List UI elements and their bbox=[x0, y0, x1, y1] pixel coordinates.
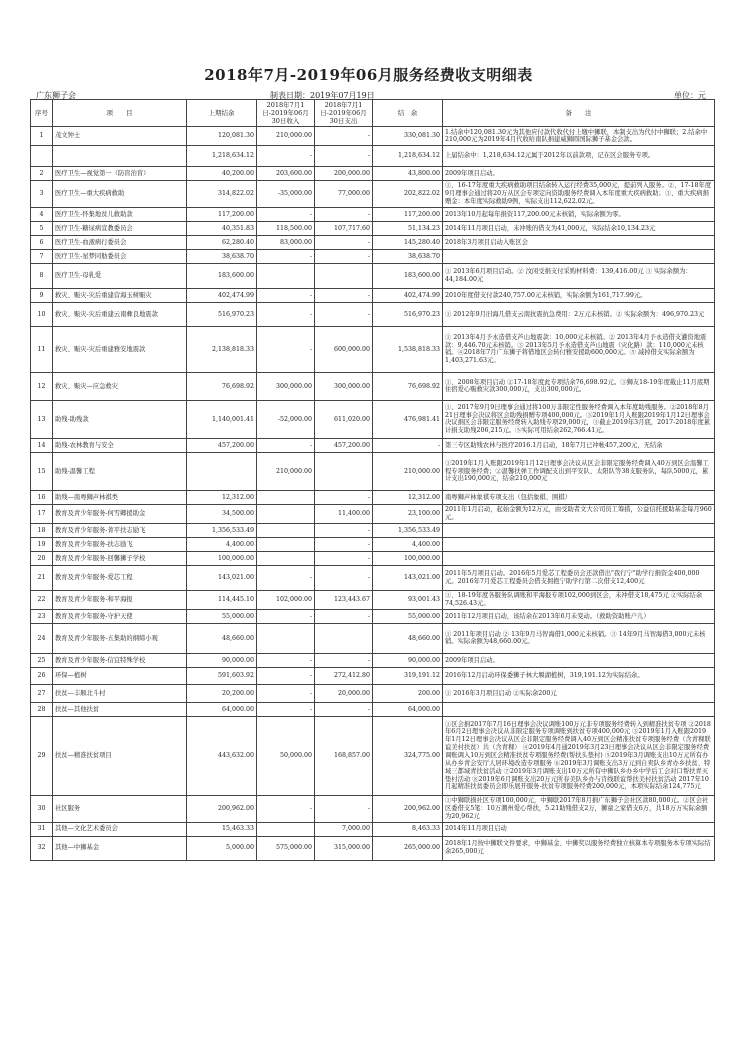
row-income: - bbox=[257, 438, 315, 452]
row-expense: 168,857.00 bbox=[315, 716, 373, 795]
row-note: 2009年项目启动。 bbox=[443, 167, 715, 181]
row-balance: 319,191.12 bbox=[373, 667, 443, 684]
row-number: 24 bbox=[31, 623, 53, 653]
table-header-row bbox=[31, 100, 715, 127]
row-item: 教育及青少年服务-何雪卿援助金 bbox=[53, 504, 187, 523]
row-note bbox=[443, 523, 715, 537]
row-income: - bbox=[257, 702, 315, 716]
row-income: - bbox=[257, 249, 315, 263]
row-balance: 265,000.00 bbox=[373, 836, 443, 860]
row-balance: 143,021.00 bbox=[373, 565, 443, 590]
row-expense: 107,717.60 bbox=[315, 221, 373, 235]
row-expense bbox=[315, 452, 373, 490]
table-row bbox=[31, 249, 715, 263]
row-income: 575,000.00 bbox=[257, 836, 315, 860]
row-number: 31 bbox=[31, 822, 53, 836]
row-item: 教育及青少年服务-爱芯工程 bbox=[53, 565, 187, 590]
row-expense: 200,000.00 bbox=[315, 167, 373, 181]
row-prev-balance: 34,500.00 bbox=[187, 504, 257, 523]
row-item: 救灾、赈灾-灾后重建雅安地震款 bbox=[53, 326, 187, 372]
document-title: 2018年7月-2019年06月服务经费收支明细表 bbox=[204, 66, 533, 84]
row-number: 27 bbox=[31, 684, 53, 702]
row-item: 其他—文化艺术委员会 bbox=[53, 822, 187, 836]
currency-unit: 单位：元 bbox=[674, 91, 706, 100]
row-number: 26 bbox=[31, 667, 53, 684]
row-note bbox=[443, 702, 715, 716]
row-number: 3 bbox=[31, 181, 53, 208]
row-number: 15 bbox=[31, 452, 53, 490]
row-income: - bbox=[257, 146, 315, 167]
row-balance: 51,134.23 bbox=[373, 221, 443, 235]
row-item: 医疗卫生-母乳爱 bbox=[53, 263, 187, 288]
row-item: 扶贫—丰顺北斗村 bbox=[53, 684, 187, 702]
row-expense: - bbox=[315, 551, 373, 565]
row-balance: 324,775.00 bbox=[373, 716, 443, 795]
table-row bbox=[31, 702, 715, 716]
row-number: 16 bbox=[31, 490, 53, 504]
row-note: ①、16-17年度重大疾病救助项目结余转入运行经费35,000元，提前列入服务。②、17-18年度9月理事会通过将20万从区会专项定向资助服务经费调入本年度重大疾病救助；③、重大疾病捐赠金：本年度实际救助9例，实际支出112,622.02元。 bbox=[443, 181, 715, 208]
row-prev-balance bbox=[187, 452, 257, 490]
row-balance: 183,600.00 bbox=[373, 263, 443, 288]
row-item: 救灾、赈灾—应急救灾 bbox=[53, 372, 187, 400]
header-note: 备 注 bbox=[443, 100, 715, 127]
table-row bbox=[31, 288, 715, 302]
row-balance: 1,538,818.33 bbox=[373, 326, 443, 372]
row-number: 25 bbox=[31, 653, 53, 667]
row-expense: 20,000.00 bbox=[315, 684, 373, 702]
table-row bbox=[31, 452, 715, 490]
row-income: - bbox=[257, 302, 315, 326]
row-balance: 76,698.92 bbox=[373, 372, 443, 400]
row-income: 118,500.00 bbox=[257, 221, 315, 235]
row-income: 300,000.00 bbox=[257, 372, 315, 400]
table-row bbox=[31, 167, 715, 181]
row-expense: - bbox=[315, 207, 373, 221]
row-prev-balance: 1,356,533.49 bbox=[187, 523, 257, 537]
row-prev-balance: 76,698.92 bbox=[187, 372, 257, 400]
row-balance: 516,970.23 bbox=[373, 302, 443, 326]
row-note bbox=[443, 551, 715, 565]
row-expense: - bbox=[315, 537, 373, 551]
row-balance: 202,822.02 bbox=[373, 181, 443, 208]
row-note: 2018年3月项目启动入账区会 bbox=[443, 235, 715, 249]
row-expense: - bbox=[315, 302, 373, 326]
header-no: 序号 bbox=[31, 100, 53, 127]
row-expense: 600,000.00 bbox=[315, 326, 373, 372]
row-income: - bbox=[257, 795, 315, 822]
row-note: 南粤狮声林象祺专项支出（包括象棋、围棋） bbox=[443, 490, 715, 504]
row-prev-balance: 12,312.00 bbox=[187, 490, 257, 504]
row-number: 14 bbox=[31, 438, 53, 452]
row-item: 助残—南粤狮声林祺类 bbox=[53, 490, 187, 504]
row-number: 6 bbox=[31, 235, 53, 249]
row-balance: 145,280.40 bbox=[373, 235, 443, 249]
row-note: ① 2016年3月项目启动 ②实际余200元 bbox=[443, 684, 715, 702]
row-prev-balance: 64,000.00 bbox=[187, 702, 257, 716]
row-number: 9 bbox=[31, 288, 53, 302]
row-item bbox=[53, 146, 187, 167]
row-prev-balance: 40,351.83 bbox=[187, 221, 257, 235]
row-expense: - bbox=[315, 702, 373, 716]
table-row bbox=[31, 590, 715, 609]
row-item: 医疗卫生—重大疾病救助 bbox=[53, 181, 187, 208]
row-number: 22 bbox=[31, 590, 53, 609]
table-row bbox=[31, 438, 715, 452]
row-item: 茂文钟士 bbox=[53, 127, 187, 146]
table-row bbox=[31, 490, 715, 504]
table-row bbox=[31, 263, 715, 288]
row-expense: - bbox=[315, 523, 373, 537]
table-row bbox=[31, 795, 715, 822]
row-item: 医疗卫生-血液病行委员会 bbox=[53, 235, 187, 249]
expense-table bbox=[30, 99, 715, 861]
row-item: 环保—植树 bbox=[53, 667, 187, 684]
row-number: 2 bbox=[31, 167, 53, 181]
row-item: 教育及青少年服务-菁平扶志励飞 bbox=[53, 523, 187, 537]
row-income: 210,000.00 bbox=[257, 452, 315, 490]
row-prev-balance: 5,000.00 bbox=[187, 836, 257, 860]
table-row bbox=[31, 565, 715, 590]
row-number bbox=[31, 146, 53, 167]
row-note: 1.结余中120,081.30元为其他应付款代收代付上缴中狮联，本制支出为代付中狮联；2.结余中210,000元为2019年4月代收哈南队捐建威狮圆国际狮子基金会款。 bbox=[443, 127, 715, 146]
table-row bbox=[31, 836, 715, 860]
row-income: -35,000.00 bbox=[257, 181, 315, 208]
row-expense: - bbox=[315, 127, 373, 146]
row-prev-balance: 516,970.23 bbox=[187, 302, 257, 326]
row-note: 上届结余中：1,218,634.12元属于2012年以前款项，记在区会服务专项。 bbox=[443, 146, 715, 167]
row-expense: 272,412.80 bbox=[315, 667, 373, 684]
row-note: 2010年度借支付款240,757.00元未核销，实际余额为161,717.99元。 bbox=[443, 288, 715, 302]
row-number: 7 bbox=[31, 249, 53, 263]
row-number: 8 bbox=[31, 263, 53, 288]
row-note: 2011年1月启动，起始金额为12万元，由受助者文大公司员工筹措，公益信托援助基金每月960元。 bbox=[443, 504, 715, 523]
row-prev-balance: 2,138,818.33 bbox=[187, 326, 257, 372]
row-income: - bbox=[257, 667, 315, 684]
row-item: 教育及青少年服务-回馨狮子学校 bbox=[53, 551, 187, 565]
row-prev-balance: 591,603.92 bbox=[187, 667, 257, 684]
table-row bbox=[31, 667, 715, 684]
row-item: 救灾、赈灾-灾后重建营海玉树赈灾 bbox=[53, 288, 187, 302]
row-prev-balance: 62,280.40 bbox=[187, 235, 257, 249]
row-income bbox=[257, 490, 315, 504]
row-item: 医疗卫生-星梦同舫委员会 bbox=[53, 249, 187, 263]
row-number: 20 bbox=[31, 551, 53, 565]
row-item: 教育及青少年服务-扶志励飞 bbox=[53, 537, 187, 551]
row-note: ① 2013年4月予永造借支芦山地震款：10,000元未核销。② 2013年4月予永造借支灌资地震款：9,446.70元未核销。③ 2013年5月予永造借支芦山地震（灾化路）款：110,000元未核销。④2018年7月广东狮子将借地区会转付雅安援助600,000元。⑤ 减掉借支实际余额为1,403,271.63元。 bbox=[443, 326, 715, 372]
row-prev-balance: 55,000.00 bbox=[187, 609, 257, 623]
row-expense: - bbox=[315, 146, 373, 167]
row-number: 23 bbox=[31, 609, 53, 623]
row-number: 21 bbox=[31, 565, 53, 590]
row-note: 2014年11月项目启动，未冲账的借支为41,000元，实际结余10,134.23元 bbox=[443, 221, 715, 235]
row-balance: 330,081.30 bbox=[373, 127, 443, 146]
row-prev-balance: 20,200.00 bbox=[187, 684, 257, 702]
row-number: 29 bbox=[31, 716, 53, 795]
table-row bbox=[31, 551, 715, 565]
row-prev-balance: 114,445.10 bbox=[187, 590, 257, 609]
header-balance: 结 余 bbox=[373, 100, 443, 127]
row-note bbox=[443, 537, 715, 551]
row-expense: 11,400.00 bbox=[315, 504, 373, 523]
table-row bbox=[31, 302, 715, 326]
header-expense: 2018年7月1日-2019年06月30日支出 bbox=[315, 100, 373, 127]
row-note: ① 2012年9月旧海几借支云南抗震抗急费用：2万元未核销。② 实际余额为：496,970.23元 bbox=[443, 302, 715, 326]
row-note: ①中狮联损社区专项100,000元，中狮联2017年8月捐广东狮子会社区款80,000元。②区会社区委借支5笔：10万潮州爱心帮扶，5.21助残借支2万，狮童之家借支6万，共18万万实际余额为20,962元 bbox=[443, 795, 715, 822]
row-number: 30 bbox=[31, 795, 53, 822]
row-balance: 476,981.41 bbox=[373, 400, 443, 438]
row-balance: 210,000.00 bbox=[373, 452, 443, 490]
row-prev-balance: 120,081.30 bbox=[187, 127, 257, 146]
row-note: ①、2017年9月9日理事会通过将100万非限定性服务经费调入本年度助残服务。②2018年8月21日理事会决议将区会助残捐赠专项400,000元。③2019年1月入账跟2019年1月12日理事会决议捐区会非限定服务经费转入助残专项29,000元，③截止2019年3月底，2017-2018年度累计捐支助残206,215元。⑤实际可用结余262,766.41元。 bbox=[443, 400, 715, 438]
row-income bbox=[257, 551, 315, 565]
row-number: 12 bbox=[31, 372, 53, 400]
row-number: 28 bbox=[31, 702, 53, 716]
table-row bbox=[31, 235, 715, 249]
row-income bbox=[257, 504, 315, 523]
row-prev-balance: 143,021.00 bbox=[187, 565, 257, 590]
row-balance: 4,400.00 bbox=[373, 537, 443, 551]
row-note: 2013年10月起每年捐资117,200.00元未核销，实际余额为零。 bbox=[443, 207, 715, 221]
row-expense: - bbox=[315, 795, 373, 822]
table-row bbox=[31, 372, 715, 400]
row-prev-balance: 200,962.00 bbox=[187, 795, 257, 822]
row-note: ①、2008年项目启动 ②17-18年度此专项结余76,698.92元。③狮友18-19年度截止11月底期住宿爱心赈救灾款300,000元，支出300,000元。 bbox=[443, 372, 715, 400]
row-item: 教育及青少年服务-五集助的纲缔小观 bbox=[53, 623, 187, 653]
row-prev-balance: 457,200.00 bbox=[187, 438, 257, 452]
row-income: - bbox=[257, 609, 315, 623]
row-income bbox=[257, 263, 315, 288]
row-prev-balance: 100,000.00 bbox=[187, 551, 257, 565]
row-expense: 77,000.00 bbox=[315, 181, 373, 208]
row-item: 扶贫—精准扶贫项目 bbox=[53, 716, 187, 795]
row-note: 2011年12月项目启动，该结余在2013年6月未变动。（救助资助账户儿） bbox=[443, 609, 715, 623]
row-balance: 117,200.00 bbox=[373, 207, 443, 221]
row-expense: - bbox=[315, 653, 373, 667]
table-body bbox=[31, 127, 715, 860]
row-note: 2009年项目启动。 bbox=[443, 653, 715, 667]
row-balance: 48,660.00 bbox=[373, 623, 443, 653]
row-income bbox=[257, 822, 315, 836]
row-balance: 38,638.70 bbox=[373, 249, 443, 263]
row-item: 医疗卫生-糖尿病宣教委员会 bbox=[53, 221, 187, 235]
row-prev-balance: 15,463.33 bbox=[187, 822, 257, 836]
row-number: 13 bbox=[31, 400, 53, 438]
row-number: 4 bbox=[31, 207, 53, 221]
row-item: 助残-温馨工程 bbox=[53, 452, 187, 490]
row-item: 社区服务 bbox=[53, 795, 187, 822]
table-row bbox=[31, 207, 715, 221]
row-prev-balance: 90,000.00 bbox=[187, 653, 257, 667]
row-number: 10 bbox=[31, 302, 53, 326]
row-expense: 457,200.00 bbox=[315, 438, 373, 452]
row-item: 医疗卫生—视觉第一（防盲治盲） bbox=[53, 167, 187, 181]
row-prev-balance: 4,400.00 bbox=[187, 537, 257, 551]
row-note: 第三专区助残农林与医疗2016.1月启动，18年7月已冲帐457,200元，无结余 bbox=[443, 438, 715, 452]
table-row bbox=[31, 623, 715, 653]
row-balance: 8,463.33 bbox=[373, 822, 443, 836]
row-expense bbox=[315, 623, 373, 653]
row-income: 102,000.00 bbox=[257, 590, 315, 609]
row-item: 助残-助残款 bbox=[53, 400, 187, 438]
row-income: -52,000.00 bbox=[257, 400, 315, 438]
row-note: 2014年11月项目启动 bbox=[443, 822, 715, 836]
row-number: 5 bbox=[31, 221, 53, 235]
table-row bbox=[31, 609, 715, 623]
row-balance: 12,312.00 bbox=[373, 490, 443, 504]
table-row bbox=[31, 504, 715, 523]
header-prev-balance: 上期结余 bbox=[187, 100, 257, 127]
row-number: 17 bbox=[31, 504, 53, 523]
row-note: 2016年12月启动环保委狮子林大堰湖植树，319,191.12为实际结余。 bbox=[443, 667, 715, 684]
row-balance: 23,100.00 bbox=[373, 504, 443, 523]
row-expense: - bbox=[315, 490, 373, 504]
row-balance: 1,218,634.12 bbox=[373, 146, 443, 167]
row-expense: - bbox=[315, 565, 373, 590]
row-income: 210,000.00 bbox=[257, 127, 315, 146]
organization-name: 广东狮子会 bbox=[36, 91, 76, 100]
header-item: 项 目 bbox=[53, 100, 187, 127]
table-row bbox=[31, 537, 715, 551]
row-expense: - bbox=[315, 235, 373, 249]
row-prev-balance: 48,660.00 bbox=[187, 623, 257, 653]
row-item: 教育及青少年服务-和平海报 bbox=[53, 590, 187, 609]
row-prev-balance: 183,600.00 bbox=[187, 263, 257, 288]
row-number: 19 bbox=[31, 537, 53, 551]
row-income bbox=[257, 623, 315, 653]
row-balance: 200.00 bbox=[373, 684, 443, 702]
row-income: - bbox=[257, 207, 315, 221]
row-prev-balance: 1,218,634.12 bbox=[187, 146, 257, 167]
row-note: 2011年5月项目启动。2016年5月爱芯工程委员会还款借出"我行宁"助学行捐资金400,000元。2016年7月爱芯工程委员会借支拥抱宁助学行第二次借支12,400元 bbox=[443, 565, 715, 590]
row-item: 救灾、赈灾-灾后重建云南彝良地震款 bbox=[53, 302, 187, 326]
row-income: - bbox=[257, 288, 315, 302]
row-prev-balance: 402,474.99 bbox=[187, 288, 257, 302]
table-row bbox=[31, 653, 715, 667]
row-note: 2018年1月按中狮联文件要求，中狮基金、中狮奖以服务经费独立核算本专项服务本专项实际结余265,000元 bbox=[443, 836, 715, 860]
row-number: 1 bbox=[31, 127, 53, 146]
row-note: ①、18-19年度各服务队调账和平海报专项102,000到区会，未冲借支18,475元 ②实际结余74,526.43元。 bbox=[443, 590, 715, 609]
row-income: - bbox=[257, 653, 315, 667]
row-income: - bbox=[257, 326, 315, 372]
header-income: 2018年7月1日-2019年06月30日收入 bbox=[257, 100, 315, 127]
row-income bbox=[257, 523, 315, 537]
row-prev-balance: 443,632.00 bbox=[187, 716, 257, 795]
row-income: 83,000.00 bbox=[257, 235, 315, 249]
row-balance: 1,356,533.49 bbox=[373, 523, 443, 537]
row-balance: 402,474.99 bbox=[373, 288, 443, 302]
row-balance: 55,000.00 bbox=[373, 609, 443, 623]
row-item: 助残-农林教育与安全 bbox=[53, 438, 187, 452]
row-expense: - bbox=[315, 609, 373, 623]
row-expense: 300,000.00 bbox=[315, 372, 373, 400]
row-balance: 100,000.00 bbox=[373, 551, 443, 565]
table-row bbox=[31, 523, 715, 537]
row-note: ①2019年1月入账跟2019年1月12日理事会决议从区会非限定服务经费调入40万到区会温馨工程专项服务经费；②温馨扶弹工作调配支出到平安队、太阳队等38支服务队，每队5000元，累计支出190,000元，结余210,000元 bbox=[443, 452, 715, 490]
row-item: 教育及青少年服务-信宜特殊学校 bbox=[53, 653, 187, 667]
row-note: ①区会捐2017年7月16日理事会决议调账100万元非专项服务经费转入到精准扶贫专项 ②2018年6月2日理事会决议从非限定服务专项调账到扶贫专项400,000元 ③2019年1月入账跟2019年1月12日理事会决议从区会非限定服务经费调入40万到区会精准扶贫专项服务经费（含青稞联谊美村扶贫）共（含青稞） ④2019年4月通2019年3月23日理事会决议从区会非限定服务经费调账调入10万到区会精准扶贫专项服务经费(帮扶头垫村) ⑤2019年3月调账支出10万元所有办从办乡青会安厅人居环境改造专项服务 ⑥2019年3月调账支出3万元到自卖队乡青办乡扶贫、特域三都域青扶贫活动 ⑦2019年3月调账支出10万元所有中狮队乡办乡中学后工会对口帮扶青灭垫村活动 ⑧2019年6月调账支出20万元所春美队乡办与肯线联谊帮扶美村扶贫活动 2017年10月起精准扶贫委员会即乐展开服务-扶贫专项服务经费200,000元，本项实际结余124,775元 bbox=[443, 716, 715, 795]
row-note bbox=[443, 249, 715, 263]
row-item: 医疗卫生-怀集地贫儿救助款 bbox=[53, 207, 187, 221]
row-expense: 611,020.00 bbox=[315, 400, 373, 438]
table-row bbox=[31, 181, 715, 208]
row-number: 11 bbox=[31, 326, 53, 372]
row-prev-balance: 314,822.02 bbox=[187, 181, 257, 208]
row-number: 32 bbox=[31, 836, 53, 860]
row-income: - bbox=[257, 684, 315, 702]
row-number: 18 bbox=[31, 523, 53, 537]
table-row bbox=[31, 822, 715, 836]
row-item: 教育及青少年服务-守护天使 bbox=[53, 609, 187, 623]
row-balance: 200,962.00 bbox=[373, 795, 443, 822]
row-prev-balance: 117,200.00 bbox=[187, 207, 257, 221]
row-expense bbox=[315, 263, 373, 288]
table-row bbox=[31, 221, 715, 235]
row-prev-balance: 38,638.70 bbox=[187, 249, 257, 263]
row-income: 203,600.00 bbox=[257, 167, 315, 181]
row-expense: 123,443.67 bbox=[315, 590, 373, 609]
table-row bbox=[31, 716, 715, 795]
row-expense: - bbox=[315, 288, 373, 302]
row-expense: - bbox=[315, 249, 373, 263]
row-item: 其他—中狮基金 bbox=[53, 836, 187, 860]
row-item: 扶贫—其他扶贫 bbox=[53, 702, 187, 716]
table-row bbox=[31, 127, 715, 146]
row-income: 50,000.00 bbox=[257, 716, 315, 795]
row-income bbox=[257, 537, 315, 551]
row-balance: 64,000.00 bbox=[373, 702, 443, 716]
row-income: - bbox=[257, 565, 315, 590]
row-expense: 7,000.00 bbox=[315, 822, 373, 836]
row-balance: 93,001.43 bbox=[373, 590, 443, 609]
table-row bbox=[31, 326, 715, 372]
row-note: ① 2011年项目启动 ② 13年9月马智海借1,000元未核销。③ 14年9月马智海借3,000元未核销。实际余额为48,660.00元。 bbox=[443, 623, 715, 653]
table-row bbox=[31, 146, 715, 167]
report-date: 制表日期：2019年07月19日 bbox=[270, 91, 375, 100]
row-balance: - bbox=[373, 438, 443, 452]
row-balance: 43,800.00 bbox=[373, 167, 443, 181]
table-row bbox=[31, 400, 715, 438]
row-note: ① 2013年6月项目启动。② 汶闲受捐支付采购材料费：139,416.00元 ③ 实际余额为：44,184.00元 bbox=[443, 263, 715, 288]
row-prev-balance: 40,200.00 bbox=[187, 167, 257, 181]
row-prev-balance: 1,140,001.41 bbox=[187, 400, 257, 438]
table-row bbox=[31, 684, 715, 702]
row-balance: 90,000.00 bbox=[373, 653, 443, 667]
row-expense: 315,000.00 bbox=[315, 836, 373, 860]
